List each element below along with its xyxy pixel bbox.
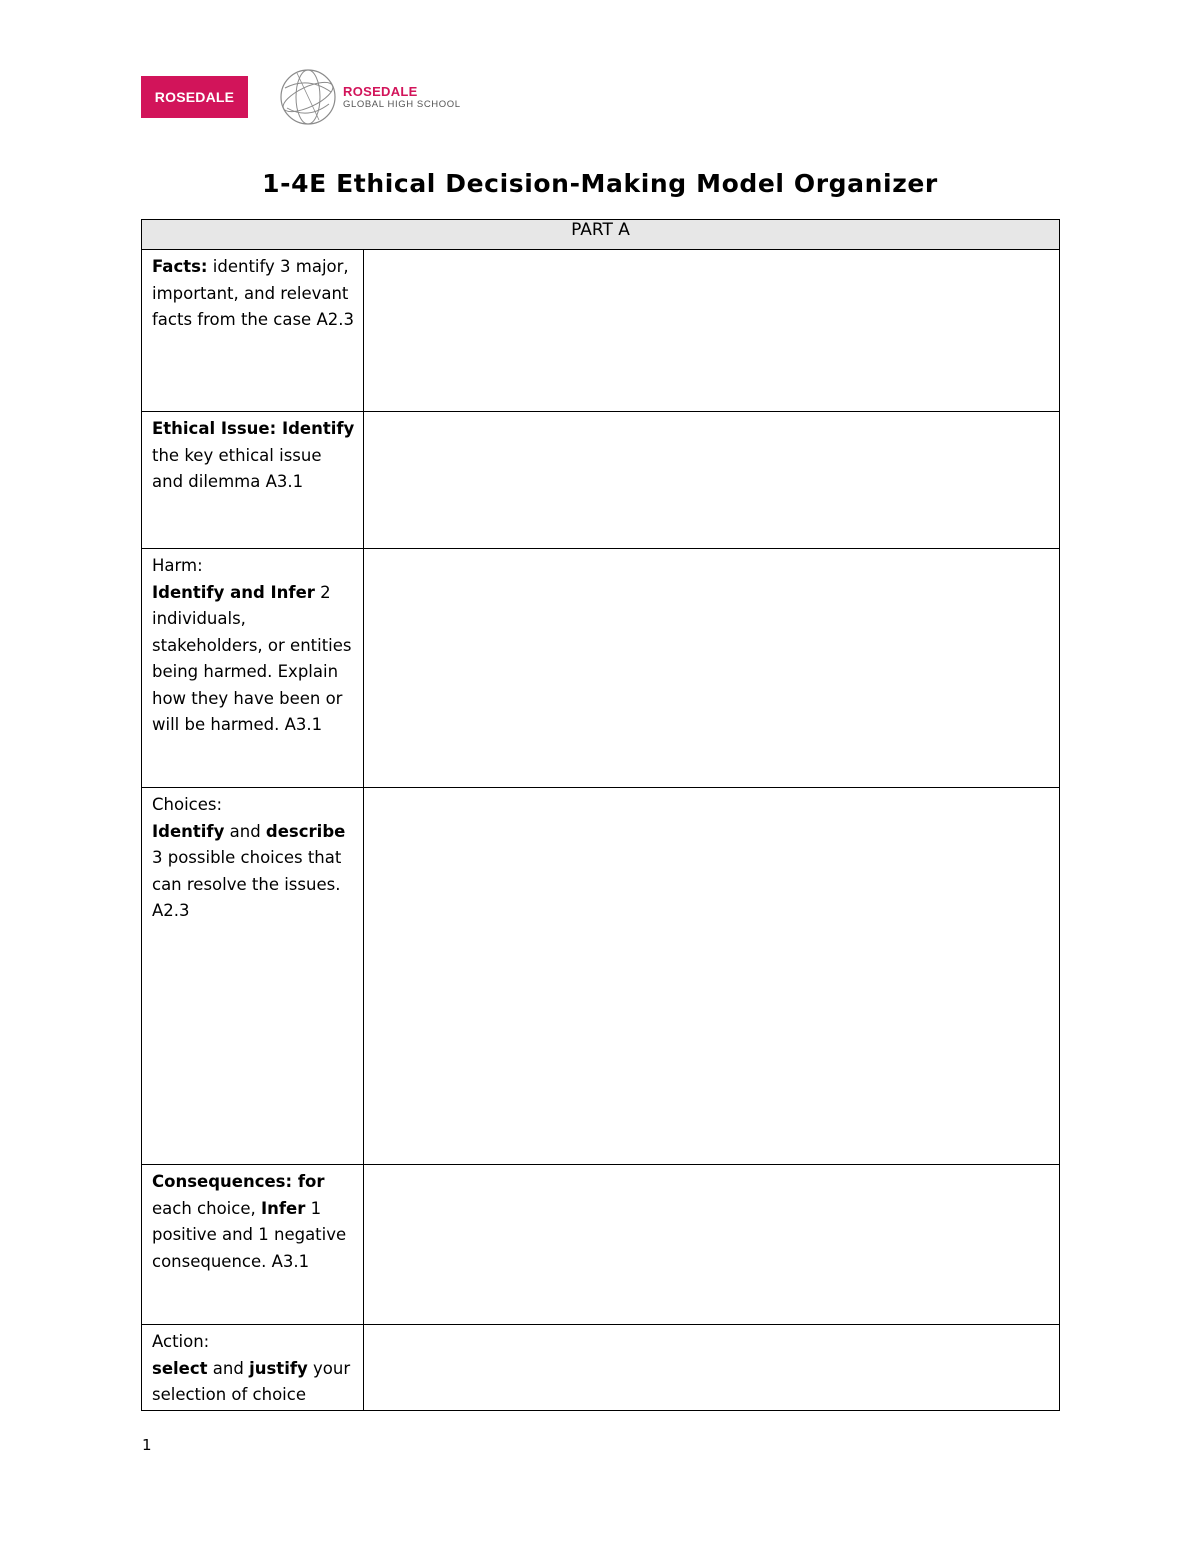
table-row-harm bbox=[142, 549, 1060, 788]
choices-title: Choices: bbox=[152, 795, 223, 814]
table-row-ethical-issue bbox=[142, 412, 1060, 549]
consequences-label-bold-1: Consequences: for bbox=[152, 1172, 325, 1191]
choices-label-bold-2: describe bbox=[265, 821, 346, 841]
harm-label-bold: Identify and Infer bbox=[152, 582, 315, 602]
facts-answer-cell[interactable] bbox=[364, 250, 1060, 412]
consequences-label-bold-2: Infer bbox=[260, 1198, 306, 1218]
ethical-issue-label bbox=[142, 412, 364, 549]
action-label-text-2: your selection of choice bbox=[152, 1358, 351, 1404]
facts-label-bold: Facts: bbox=[152, 257, 208, 276]
table-row-consequences bbox=[142, 1165, 1060, 1325]
consequences-label bbox=[142, 1165, 364, 1325]
action-title: Action: bbox=[152, 1332, 210, 1351]
harm-label bbox=[142, 549, 364, 788]
part-a-header: PART A bbox=[142, 220, 1060, 250]
brand-subtitle: GLOBAL HIGH SCHOOL bbox=[343, 99, 461, 110]
consequences-answer-cell[interactable] bbox=[364, 1165, 1060, 1325]
action-label-bold-1: select bbox=[152, 1358, 208, 1378]
rosedale-logo-badge: ROSEDALE bbox=[141, 76, 248, 118]
table-row-facts bbox=[142, 250, 1060, 412]
choices-label-text-2: 3 possible choices that can resolve the issues. A2.3 bbox=[152, 848, 342, 920]
choices-label bbox=[142, 788, 364, 1165]
harm-title: Harm: bbox=[152, 556, 203, 575]
globe-logo-icon bbox=[279, 68, 337, 126]
action-answer-cell[interactable] bbox=[364, 1325, 1060, 1411]
table-row-action bbox=[142, 1325, 1060, 1411]
consequences-label-text-1: each choice, bbox=[152, 1198, 261, 1218]
facts-label bbox=[142, 250, 364, 412]
ethical-issue-label-bold: Ethical Issue: Identify bbox=[152, 419, 355, 438]
harm-label-text: 2 individuals, stakeholders, or entities being harmed. Explain how they have been or will be harmed. A3.1 bbox=[152, 582, 352, 734]
brand-name: ROSEDALE bbox=[343, 84, 418, 99]
facts-label-text: identify 3 major, important, and relevant facts from the case A2.3 bbox=[152, 257, 354, 329]
table-header-row bbox=[142, 220, 1060, 250]
ethical-issue-answer-cell[interactable] bbox=[364, 412, 1060, 549]
choices-answer-cell[interactable] bbox=[364, 788, 1060, 1165]
ethical-issue-label-text: the key ethical issue and dilemma A3.1 bbox=[152, 445, 322, 491]
organizer-table bbox=[141, 219, 1060, 1411]
action-label bbox=[142, 1325, 364, 1411]
choices-label-text-1: and bbox=[224, 821, 266, 841]
action-label-bold-2: justify bbox=[249, 1358, 308, 1378]
choices-label-bold-1: Identify bbox=[152, 821, 225, 841]
table-row-choices bbox=[142, 788, 1060, 1165]
consequences-label-text-2: 1 positive and 1 negative consequence. A3.1 bbox=[152, 1198, 347, 1271]
page-number: 1 bbox=[142, 1436, 152, 1454]
document-title: 1-4E Ethical Decision-Making Model Organizer bbox=[262, 169, 938, 198]
action-label-text-1: and bbox=[207, 1358, 250, 1378]
harm-answer-cell[interactable] bbox=[364, 549, 1060, 788]
